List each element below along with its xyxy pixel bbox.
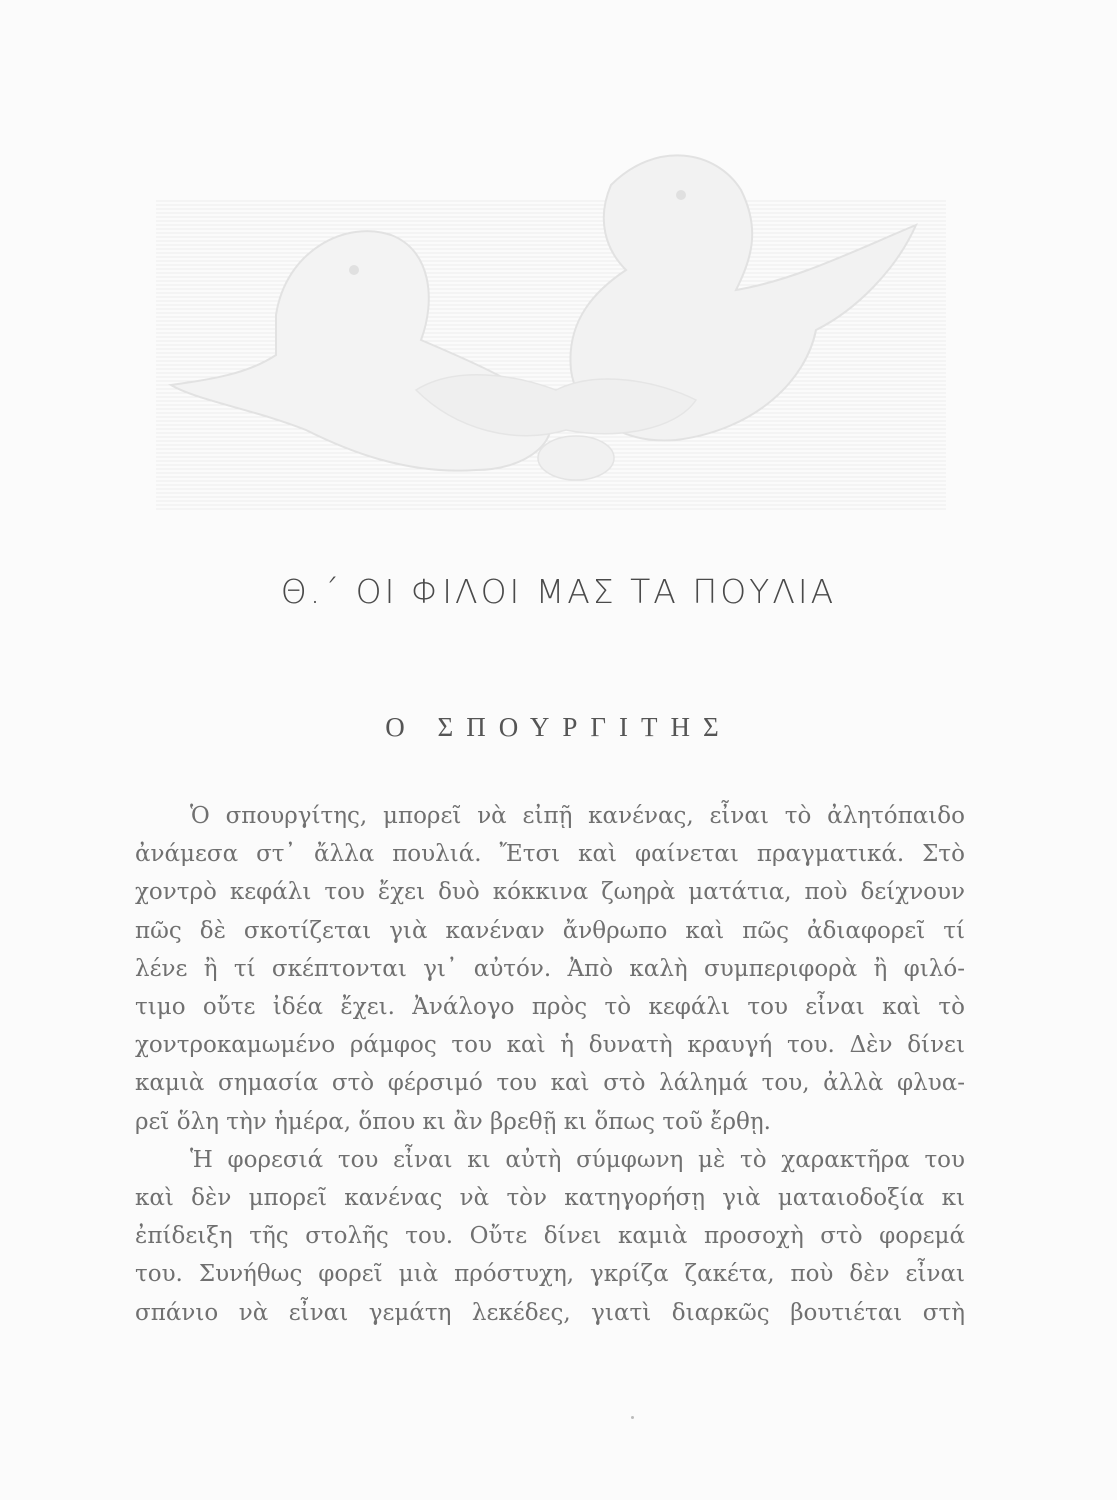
text-line: τιμο οὔτε ἰδέα ἔχει. Ἀνάλογο πρὸς τὸ κεφάλι του εἶναι καὶ τὸ — [135, 994, 965, 1021]
text-line: πῶς δὲ σκοτίζεται γιὰ κανέναν ἄνθρωπο καὶ πῶς ἀδιαφορεῖ τί — [135, 917, 965, 944]
text-line: χοντροκαμωμένο ράμφος του καὶ ἡ δυνατὴ κραυγή του. Δὲν δίνει — [135, 1032, 965, 1059]
two-sparrows-engraving-icon — [156, 140, 946, 515]
body-text — [135, 797, 965, 1332]
text-line: σπάνιο νὰ εἶναι γεμάτη λεκέδες, γιατὶ διαρκῶς βουτιέται στὴ — [135, 1299, 965, 1326]
text-line: ἀνάμεσα στ᾽ ἄλλα πουλιά. Ἔτσι καὶ φαίνεται πραγματικά. Στὸ — [135, 841, 965, 868]
paragraph-1 — [135, 797, 965, 1141]
paragraph-2 — [135, 1141, 965, 1332]
section-title: Ο ΣΠΟΥΡΓΙΤΗΣ — [385, 712, 732, 742]
text-line: λένε ἢ τί σκέπτονται γι᾽ αὐτόν. Ἀπὸ καλὴ συμπεριφορὰ ἢ φιλό- — [135, 955, 965, 982]
text-line: Ὁ σπουργίτης, μπορεῖ νὰ εἰπῇ κανένας, εἶναι τὸ ἀλητόπαιδο — [190, 803, 965, 829]
text-line: χοντρὸ κεφάλι του ἔχει δυὸ κόκκινα ζωηρὰ ματάτια, ποὺ δείχνουν — [135, 879, 965, 906]
print-speck — [631, 1416, 634, 1419]
text-line: καμιὰ σημασία στὸ φέρσιμό του καὶ στὸ λάλημά του, ἀλλὰ φλυα- — [135, 1070, 965, 1097]
text-line: καὶ δὲν μπορεῖ κανένας νὰ τὸν κατηγορήσῃ γιὰ ματαιοδοξία κι — [135, 1185, 965, 1212]
text-line: ρεῖ ὅλη τὴν ἡμέρα, ὅπου κι ἂν βρεθῇ κι ὅπως τοῦ ἔρθῃ. — [135, 1108, 771, 1135]
chapter-title: Θ.΄ ΟΙ ΦΙΛΟΙ ΜΑΣ ΤΑ ΠΟΥΛΙΑ — [280, 572, 837, 611]
text-line: Ἡ φορεσιά του εἶναι κι αὐτὴ σύμφωνη μὲ τὸ χαρακτῆρα του — [190, 1146, 965, 1173]
text-line: του. Συνήθως φορεῖ μιὰ πρόστυχη, γκρίζα ζακέτα, ποὺ δὲν εἶναι — [135, 1261, 965, 1288]
text-line: ἐπίδειξη τῆς στολῆς του. Οὔτε δίνει καμιὰ προσοχὴ στὸ φορεμά — [135, 1223, 965, 1250]
